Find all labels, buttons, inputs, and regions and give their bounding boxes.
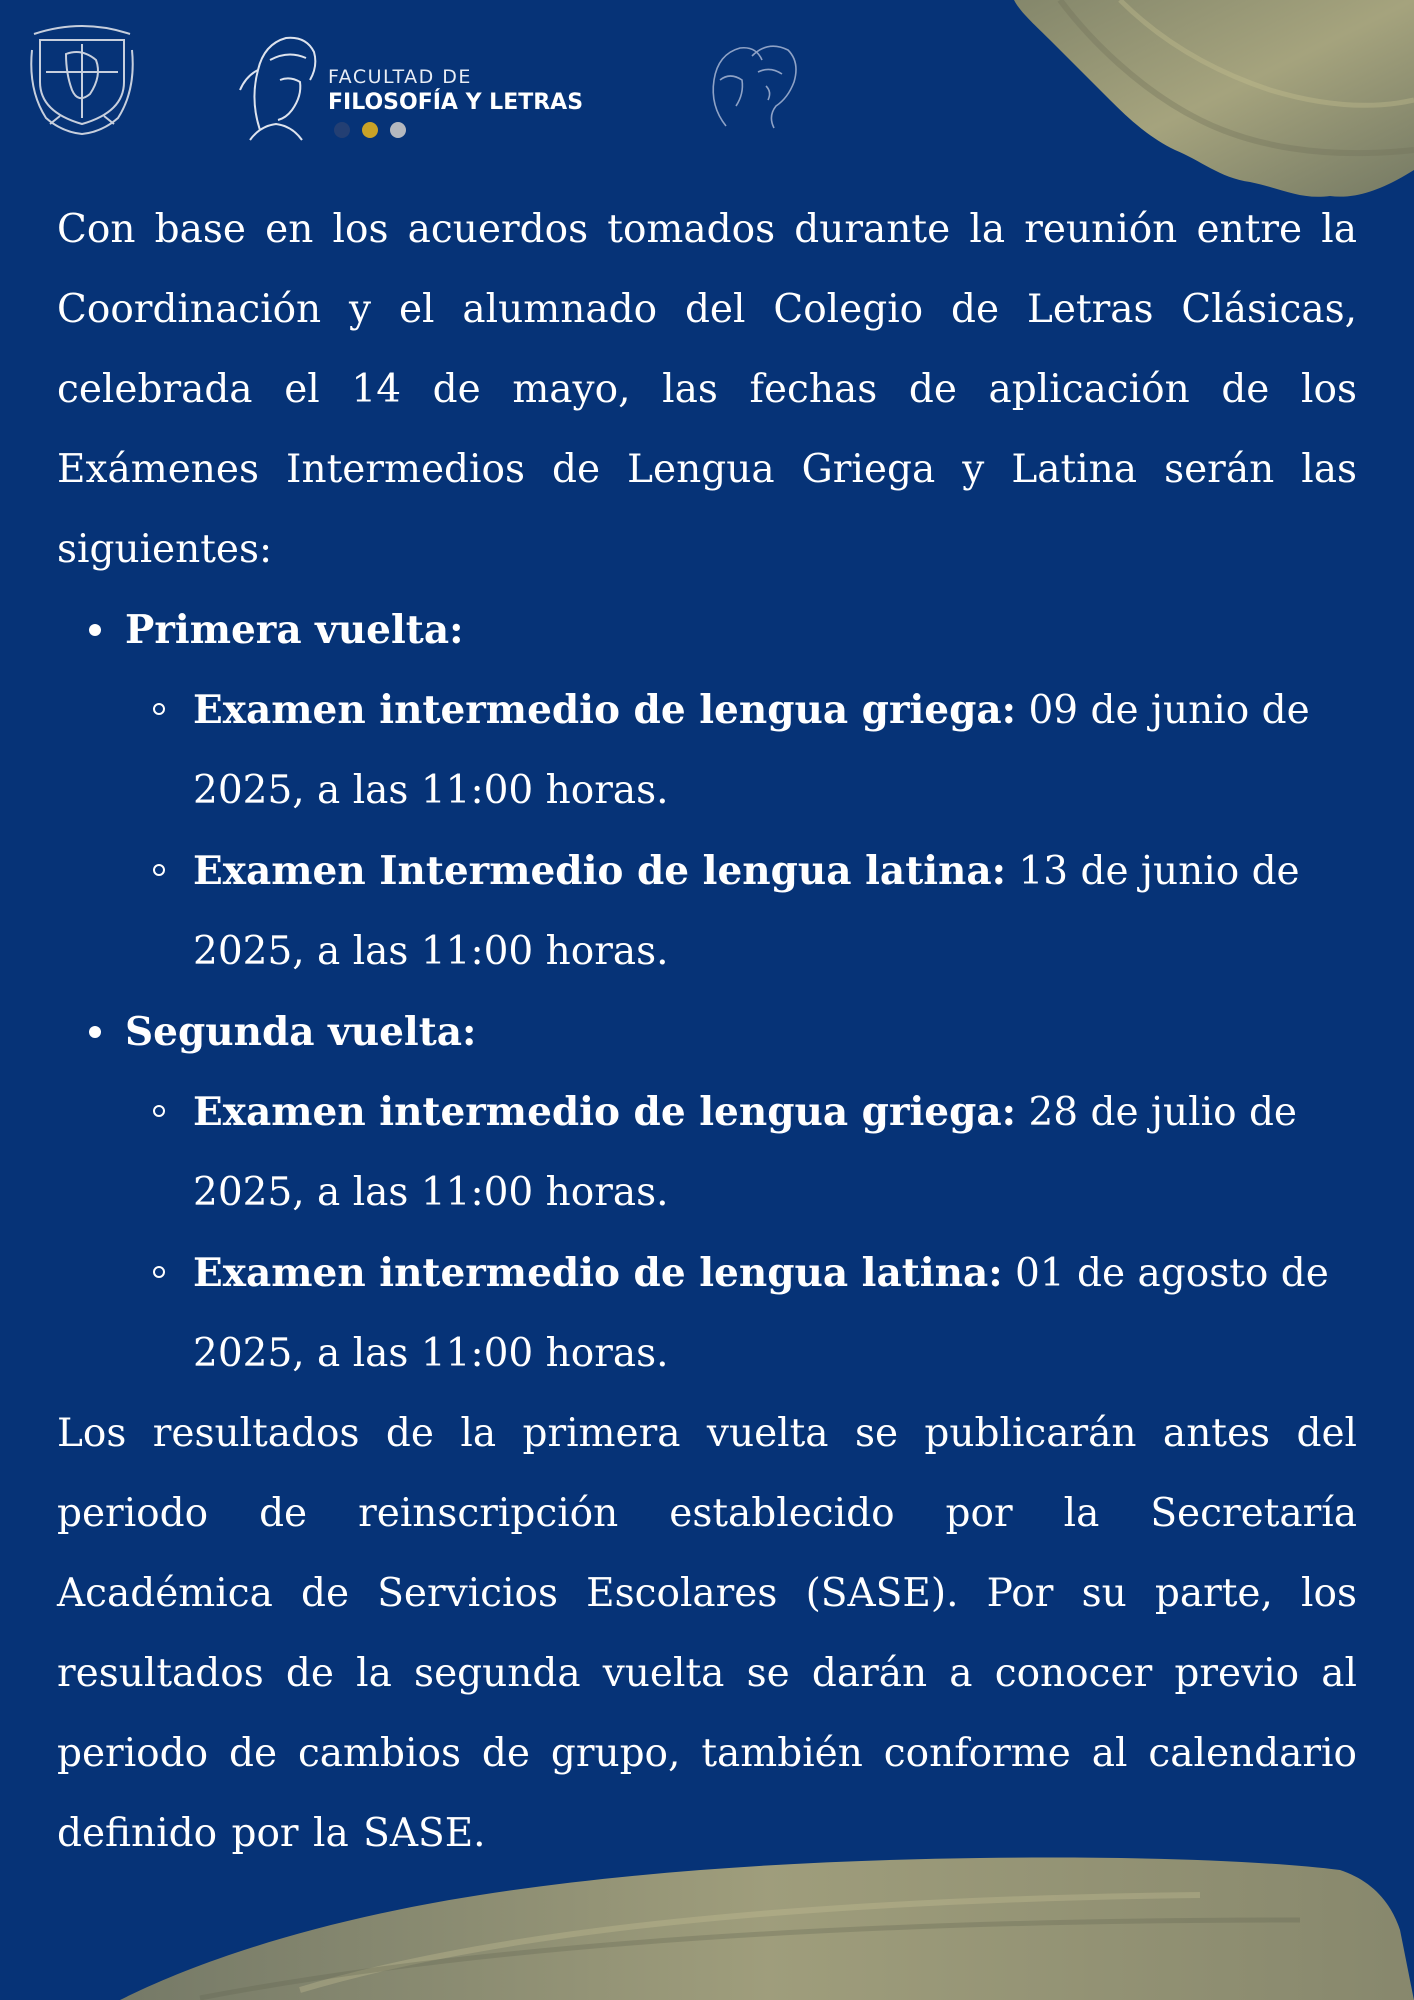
exam-date: 13 de junio de 2025, a las 11:00 horas. bbox=[193, 849, 1300, 974]
faculty-name-line1: FACULTAD DE bbox=[328, 66, 472, 88]
logo-dot-gold bbox=[362, 122, 378, 138]
athena-helmet-icon bbox=[230, 30, 322, 142]
round-title: Segunda vuelta: bbox=[125, 1009, 477, 1055]
exam-label: Examen intermedio de lengua latina: bbox=[193, 1250, 1003, 1296]
logo-dots bbox=[334, 122, 406, 138]
notice-body bbox=[57, 190, 1357, 1874]
round-item bbox=[57, 992, 1357, 1394]
unam-seal-icon bbox=[26, 20, 138, 138]
exam-label: Examen intermedio de lengua griega: bbox=[193, 1089, 1017, 1135]
exam-label: Examen intermedio de lengua griega: bbox=[193, 687, 1017, 733]
exam-date: 09 de junio de 2025, a las 11:00 horas. bbox=[193, 688, 1310, 813]
exam-label: Examen Intermedio de lengua latina: bbox=[193, 848, 1007, 894]
logo-dot-gray bbox=[390, 122, 406, 138]
round-title: Primera vuelta: bbox=[125, 607, 464, 653]
logo-dot-navy bbox=[334, 122, 350, 138]
exam-item bbox=[125, 831, 1357, 992]
round-item bbox=[57, 590, 1357, 992]
exam-date: 28 de julio de 2025, a las 11:00 horas. bbox=[193, 1090, 1298, 1215]
header-logos bbox=[0, 0, 1414, 150]
exam-item bbox=[125, 1233, 1357, 1394]
exam-list bbox=[125, 1072, 1357, 1394]
rounds-list bbox=[57, 590, 1357, 1394]
exam-item bbox=[125, 670, 1357, 831]
exam-item bbox=[125, 1072, 1357, 1233]
faculty-name-line2: FILOSOFÍA Y LETRAS bbox=[328, 90, 584, 115]
classical-faces-icon bbox=[696, 36, 804, 132]
intro-paragraph: Con base en los acuerdos tomados durante la reunión entre la Coordinación y el alumnado del Colegio de Letras Clásicas, celebrada el 14 de mayo, las fechas de aplicación de los Exámenes Intermedios de Lengua Griega y Latina serán las siguientes: bbox=[57, 207, 1357, 572]
exam-date: 01 de agosto de 2025, a las 11:00 horas. bbox=[193, 1251, 1329, 1376]
ffyl-logo bbox=[230, 30, 600, 142]
exam-list bbox=[125, 670, 1357, 992]
closing-paragraph: Los resultados de la primera vuelta se publicarán antes del periodo de reinscripción establecido por la Secretaría Académica de Servicios Escolares (SASE). Por su parte, los resultados de la segunda vuelta se darán a conocer previo al periodo de cambios de grupo, también conforme al calendario definido por la SASE. bbox=[57, 1411, 1357, 1856]
